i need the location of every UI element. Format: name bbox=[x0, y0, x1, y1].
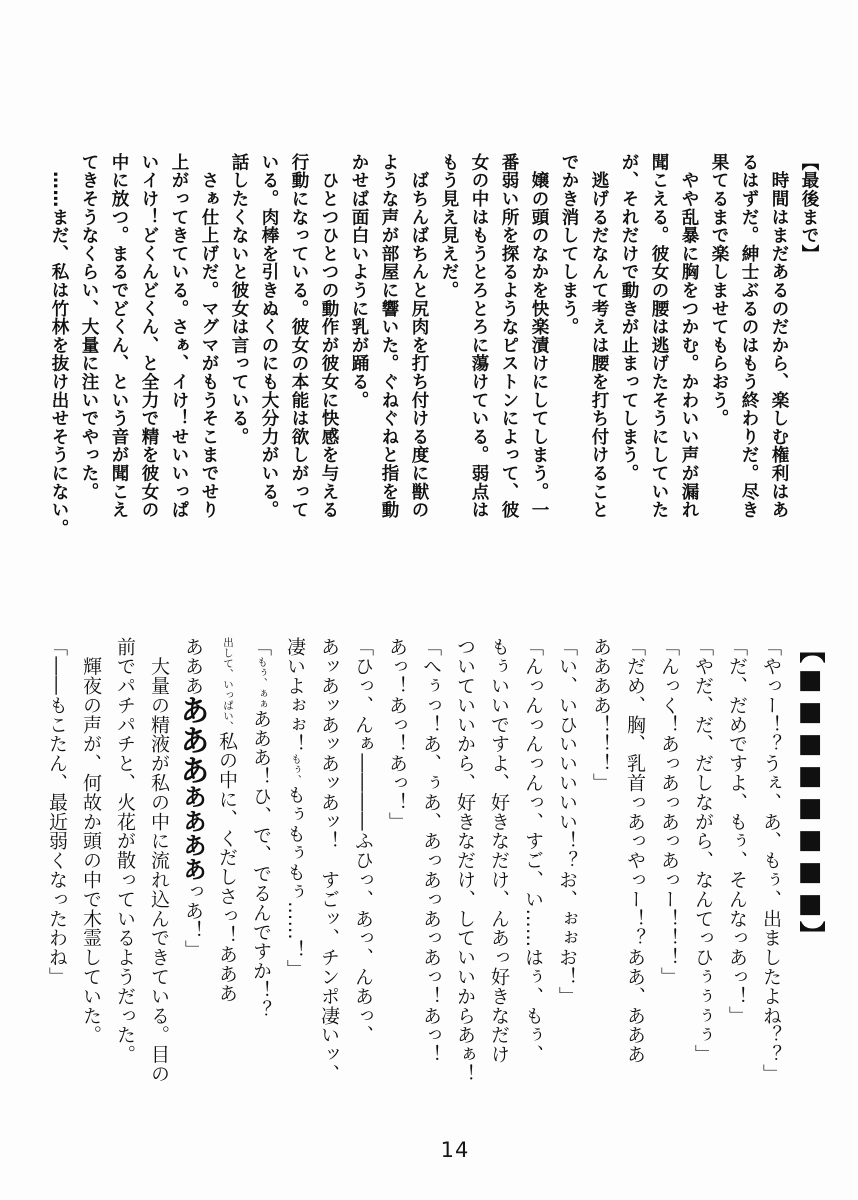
text-run: 嬢の頭のなかを快楽漬けにしてしまう。一 bbox=[529, 153, 549, 519]
text-run: 「へぅっ！あ、ぅあ、あっあっあっあっ！あっ！ bbox=[420, 637, 442, 1064]
text-run: 番弱い所を探るようなピストンによって、彼 bbox=[499, 153, 519, 519]
text-run: ひとつひとつの動作が彼女に快感を与える bbox=[319, 153, 339, 519]
text-run: ついていいから、好きなだけ、していいからあぁ！ bbox=[454, 637, 476, 1084]
text-run: さぁ仕上げだ。マグマがもうそこまでせり bbox=[199, 153, 219, 519]
text-column bbox=[278, 637, 312, 1085]
text-column bbox=[40, 637, 74, 1085]
text-run: が、それだけで動きが止まってしまう。 bbox=[619, 153, 639, 483]
text-run: 中に放つ。まるでどくん、という音が聞こえ bbox=[109, 153, 129, 519]
text-column bbox=[134, 153, 164, 573]
text-run: あああ bbox=[182, 637, 204, 696]
text-run: あっ！あっ！あっ！」 bbox=[386, 637, 408, 831]
dialogue-section-heading-censored: 【■■■■■■■■】 bbox=[795, 637, 825, 949]
text-run: もぅもぅもぅ……！」 bbox=[284, 784, 306, 979]
text-column bbox=[652, 637, 686, 1085]
text-run: るはずだ。紳士ぶるのはもう終わりだ。尽き bbox=[739, 153, 759, 519]
text-column bbox=[644, 153, 674, 573]
text-column bbox=[494, 153, 524, 573]
text-column bbox=[74, 153, 104, 573]
text-column bbox=[74, 637, 108, 1085]
text-run: ばちんばちんと尻肉を打ち付ける度に獣の bbox=[409, 153, 429, 519]
text-column bbox=[44, 153, 74, 573]
text-run: やや乱暴に胸をつかむ。かわいい声が漏れ bbox=[679, 153, 699, 519]
text-run: 行動になっている。彼女の本能は欲しがって bbox=[289, 153, 309, 519]
text-run: ……まだ、私は竹林を抜け出せそうにない。 bbox=[49, 153, 69, 538]
text-column bbox=[764, 153, 794, 573]
text-run: 「だ、だめですよ、もぅ、そんなっあっ！」 bbox=[726, 637, 748, 1025]
text-column bbox=[176, 637, 210, 1085]
text-run: ああああ bbox=[179, 784, 207, 882]
text-run: 「い、いひいいいいい！？お、ぉぉお！」 bbox=[556, 637, 578, 1006]
text-run: でかき消してしまう。 bbox=[559, 153, 579, 336]
text-column bbox=[516, 637, 550, 1085]
text-column bbox=[224, 153, 254, 573]
text-run: 「だめ、胸、乳首っあっやっー！？ああ、あああ bbox=[624, 637, 646, 1064]
narrative-section-heading: 【最後まで】 bbox=[799, 153, 819, 263]
text-run: ああああ！！！」 bbox=[590, 637, 612, 793]
text-column bbox=[618, 637, 652, 1085]
narrative-section bbox=[44, 153, 824, 573]
text-run: もぅ、ぁぁ bbox=[255, 656, 267, 709]
text-run: もぅ、 bbox=[289, 753, 301, 785]
text-run: 私の中に、くだしさっ！あああ bbox=[216, 731, 238, 1003]
dialogue-section bbox=[40, 637, 832, 1085]
text-column bbox=[244, 637, 278, 1085]
text-run: っあ！」 bbox=[182, 881, 204, 959]
text-column bbox=[284, 153, 314, 573]
text-column bbox=[734, 153, 764, 573]
text-run: 凄いよぉぉ！ bbox=[284, 637, 306, 754]
text-run: あッあッあッあッあッ！ すごッ、チンポ凄いッ、 bbox=[318, 637, 340, 1084]
text-column bbox=[104, 153, 134, 573]
text-run: 「 bbox=[250, 637, 272, 657]
text-run: 輝夜の声が、何故か頭の中で木霊していた。 bbox=[80, 637, 102, 1045]
text-column bbox=[686, 637, 720, 1085]
text-column bbox=[346, 637, 380, 1085]
text-run: 「んっんっんっんっ、すご、い……はぅ、もぅ、 bbox=[522, 637, 544, 1064]
text-run: 上がってきている。さぁ、イけ！せいいっぱ bbox=[169, 153, 189, 519]
text-column bbox=[344, 153, 374, 573]
text-run: 逃げるだなんて考えは腰を打ち付けること bbox=[589, 153, 609, 519]
text-column bbox=[720, 637, 754, 1085]
text-column bbox=[524, 153, 554, 573]
text-column bbox=[414, 637, 448, 1085]
text-column bbox=[674, 153, 704, 573]
text-run: かせば面白いように乳が踊る。 bbox=[349, 153, 369, 410]
text-column bbox=[584, 153, 614, 573]
text-run: 時間はまだあるのだから、楽しむ権利はあ bbox=[769, 153, 789, 519]
text-run: もぅいいですよ、好きなだけ、んあっ好きなだけ bbox=[488, 637, 510, 1064]
text-run: 果てるまで楽しませてもらおう。 bbox=[709, 153, 729, 428]
text-run: 「やっー！？うぇ、あ、もぅ、出ましたよね？？」 bbox=[760, 637, 782, 1084]
text-run: あああ bbox=[176, 695, 210, 785]
text-column bbox=[704, 153, 734, 573]
text-column bbox=[464, 153, 494, 573]
page-number: 14 bbox=[440, 1138, 470, 1162]
text-column bbox=[380, 637, 414, 1085]
text-run: 「んっく！あっあっあっあっー！！！」 bbox=[658, 637, 680, 987]
text-run: あああ！ひ、で、でるんですか！？ bbox=[250, 708, 272, 1020]
text-run: 前でパチパチと、火花が散っているようだった。 bbox=[114, 637, 136, 1064]
text-run: ような声が部屋に響いた。ぐねぐねと指を動 bbox=[379, 153, 399, 519]
text-column bbox=[550, 637, 584, 1085]
text-run: 出して、いっぱい、 bbox=[221, 637, 233, 732]
text-column bbox=[404, 153, 434, 573]
text-column bbox=[614, 153, 644, 573]
text-column bbox=[164, 153, 194, 573]
text-column bbox=[254, 153, 284, 573]
text-run: もう見え見えだ。 bbox=[439, 153, 459, 300]
text-run: いる。肉棒を引きぬくのにも大分力がいる。 bbox=[259, 153, 279, 519]
text-column bbox=[754, 637, 788, 1085]
text-run: 話したくないと彼女は言っている。 bbox=[229, 153, 249, 446]
text-run: 大量の精液が私の中に流れ込んできている。目の bbox=[148, 637, 170, 1084]
text-run: 「ひっ、んぁ――――ふひっ、あっ、んあっ、 bbox=[352, 637, 374, 1045]
text-column bbox=[554, 153, 584, 573]
text-column bbox=[482, 637, 516, 1085]
text-column bbox=[314, 153, 344, 573]
text-column bbox=[312, 637, 346, 1085]
text-column bbox=[194, 153, 224, 573]
text-column bbox=[448, 637, 482, 1085]
text-column bbox=[434, 153, 464, 573]
text-run: 「――もこたん、最近弱くなったわね」 bbox=[46, 637, 68, 987]
text-run: 「やだ、だ、だしながら、なんてっひぅぅぅぅ」 bbox=[692, 637, 714, 1064]
text-run: 女の中はもうとろとろに蕩けている。弱点は bbox=[469, 153, 489, 519]
text-run: いイけ！どくんどくん、と全力で精を彼女の bbox=[139, 153, 159, 519]
text-column bbox=[210, 637, 244, 1085]
text-column bbox=[108, 637, 142, 1085]
text-column bbox=[584, 637, 618, 1085]
text-run: てきそうなくらい、大量に注いでやった。 bbox=[79, 153, 99, 501]
text-column bbox=[142, 637, 176, 1085]
text-run: 聞こえる。彼女の腰は逃げたそうにしていた bbox=[649, 153, 669, 519]
text-column bbox=[374, 153, 404, 573]
